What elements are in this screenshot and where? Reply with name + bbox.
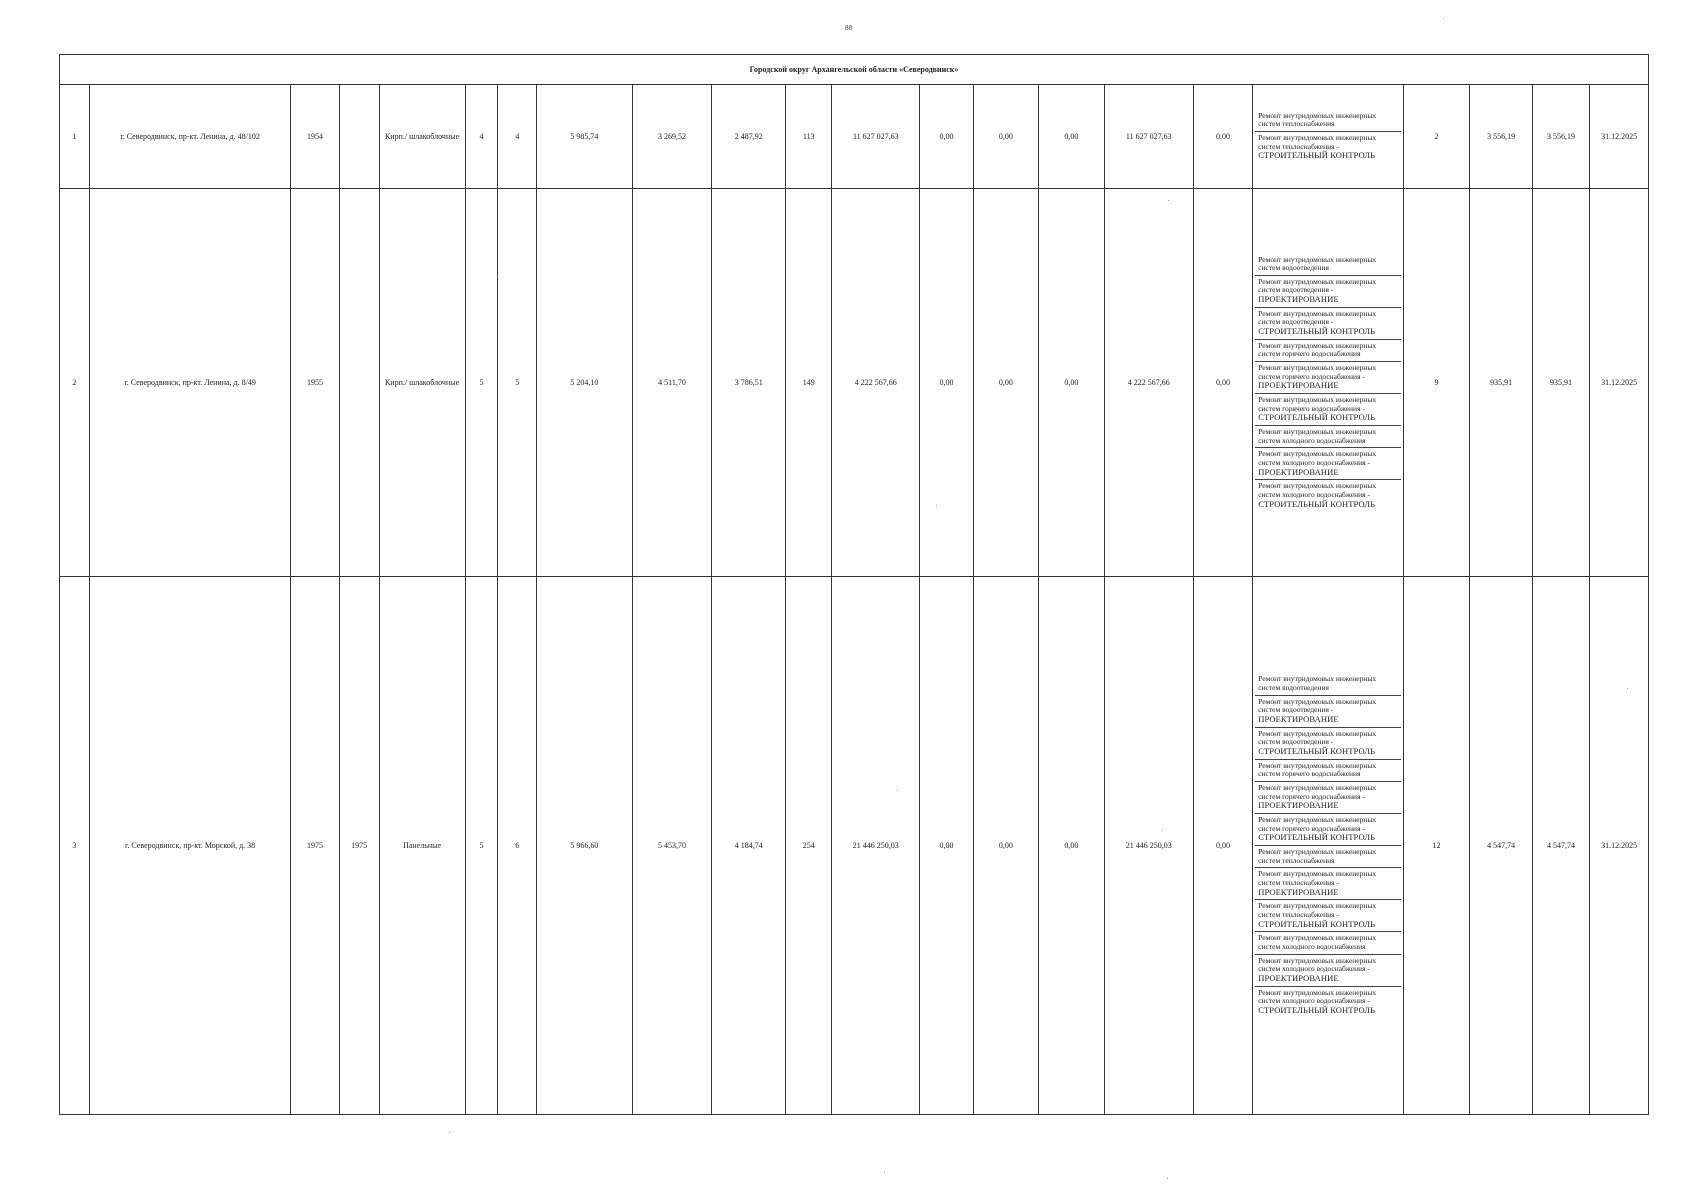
repair-schedule-table [59,54,1649,1115]
fund-regional-cell: 0,00 [973,577,1039,1115]
living-area-cell: 5 453,70 [632,577,712,1115]
work-stage: СТРОИТЕЛЬНЫЙ КОНТРОЛЬ [1258,832,1376,843]
address-cell: г. Северодвинск, пр-кт. Морской, д. 38 [89,577,291,1115]
work-item [1255,673,1401,695]
works-count-cell: 12 [1403,577,1470,1115]
work-stage: СТРОИТЕЛЬНЫЙ КОНТРОЛЬ [1258,326,1376,337]
total-cost-cell: 4 222 567,66 [832,189,920,577]
year-rebuilt-cell [339,85,379,189]
floors-cell: 4 [465,85,498,189]
nonliving-area-cell: 2 487,92 [712,85,786,189]
work-text: Ремонт внутридомовых инженерных систем горячего водоснабжения - [1258,814,1377,833]
work-stage: СТРОИТЕЛЬНЫЙ КОНТРОЛЬ [1258,918,1376,929]
work-stage: ПРОЕКТИРОВАНИЕ [1258,380,1339,391]
total-cost-cell: 21 446 250,03 [832,577,920,1115]
entrances-cell: 4 [498,85,537,189]
floors-cell: 5 [465,189,498,577]
work-text: Ремонт внутридомовых инженерных систем горячего водоснабжения - [1258,782,1377,801]
work-text: Ремонт внутридомовых инженерных систем водоотведения - [1258,728,1377,747]
work-text: Ремонт внутридомовых инженерных систем горячего водоснабжения - [1258,395,1377,413]
work-item [1255,132,1401,163]
entrances-cell: 5 [498,189,537,577]
fund-owners-cell: 21 446 250,03 [1104,577,1193,1115]
fund-other-cell: 0,00 [1193,189,1252,577]
work-text: Ремонт внутридомовых инженерных систем водоотведения - [1258,308,1377,327]
table-row [60,85,1649,189]
row-number: 2 [60,189,90,577]
table-row [60,189,1649,577]
works-list [1255,110,1401,163]
work-stage: ПРОЕКТИРОВАНИЕ [1258,466,1339,477]
residents-cell: 113 [786,85,832,189]
work-item [1255,760,1401,782]
nonliving-area-cell: 3 786,51 [712,189,786,577]
work-text: Ремонт внутридомовых инженерных систем водоотведения - [1258,276,1377,295]
work-text: Ремонт внутридомовых инженерных систем теплоснабжения - [1258,869,1377,887]
unit-cost-limit-cell: 935,91 [1532,189,1589,577]
work-text: Ремонт внутридомовых инженерных систем холодного водоснабжения - [1258,955,1377,974]
work-item [1255,846,1401,868]
total-cost-cell: 11 627 027,63 [832,85,920,189]
fund-other-cell: 0,00 [1193,577,1252,1115]
works-count-cell: 9 [1403,189,1470,577]
work-item [1255,987,1401,1018]
year-built-cell: 1954 [291,85,339,189]
unit-cost-limit-cell: 3 556,19 [1532,85,1589,189]
total-area-cell: 5 985,74 [537,85,632,189]
deadline-cell: 31.12.2025 [1590,85,1649,189]
work-item [1255,254,1401,276]
fund-regional-cell: 0,00 [973,189,1039,577]
region-title: Городской округ Архангельской области «Северодвинск» [60,55,1649,85]
work-item [1255,782,1401,814]
total-area-cell: 5 966,60 [537,577,632,1115]
work-item [1255,696,1401,728]
work-stage: СТРОИТЕЛЬНЫЙ КОНТРОЛЬ [1258,745,1376,756]
works-cell [1253,85,1404,189]
work-stage: ПРОЕКТИРОВАНИЕ [1258,886,1339,897]
address-cell: г. Северодвинск, пр-кт. Ленина, д. 48/102 [89,85,291,189]
work-text: Ремонт внутридомовых инженерных систем водоотведения [1258,254,1377,273]
works-count-cell: 2 [1403,85,1470,189]
work-item [1255,308,1401,340]
total-area-cell: 5 204,10 [537,189,632,577]
fund-federal-cell: 0,00 [920,577,973,1115]
living-area-cell: 4 511,70 [632,189,712,577]
page-number: 88 [845,24,852,32]
work-stage: СТРОИТЕЛЬНЫЙ КОНТРОЛЬ [1258,1004,1376,1015]
wall-material-cell: Кирп./ шлакоблочные [379,85,465,189]
unit-cost-cell: 4 547,74 [1470,577,1532,1115]
deadline-cell: 31.12.2025 [1590,577,1649,1115]
work-text: Ремонт внутридомовых инженерных систем теплоснабжения [1258,110,1377,129]
work-text: Ремонт внутридомовых инженерных систем холодного водоснабжения [1258,933,1377,951]
work-text: Ремонт внутридомовых инженерных систем водоотведения [1258,674,1377,693]
work-stage: ПРОЕКТИРОВАНИЕ [1258,800,1339,811]
table-row [60,577,1649,1115]
work-item [1255,900,1401,932]
work-item [1255,955,1401,987]
fund-local-cell: 0,00 [1039,577,1105,1115]
work-item [1255,868,1401,900]
wall-material-cell: Кирп./ шлакоблочные [379,189,465,577]
work-item [1255,340,1401,362]
work-text: Ремонт внутридомовых инженерных систем холодного водоснабжения - [1258,987,1377,1006]
unit-cost-limit-cell: 4 547,74 [1532,577,1589,1115]
work-item [1255,480,1401,511]
entrances-cell: 6 [498,577,537,1115]
fund-regional-cell: 0,00 [973,85,1039,189]
work-item [1255,110,1401,132]
work-stage: ПРОЕКТИРОВАНИЕ [1258,972,1339,983]
unit-cost-cell: 3 556,19 [1470,85,1532,189]
work-stage: СТРОИТЕЛЬНЫЙ КОНТРОЛЬ [1258,412,1376,423]
work-text: Ремонт внутридомовых инженерных систем горячего водоснабжения [1258,340,1377,359]
nonliving-area-cell: 4 184,74 [712,577,786,1115]
work-item [1255,932,1401,954]
fund-other-cell: 0,00 [1193,85,1252,189]
work-text: Ремонт внутридомовых инженерных систем водоотведения - [1258,696,1377,715]
year-built-cell: 1955 [291,189,339,577]
residents-cell: 254 [786,577,832,1115]
address-cell: г. Северодвинск, пр-кт. Ленина, д. 8/49 [89,189,291,577]
fund-local-cell: 0,00 [1039,85,1105,189]
work-text: Ремонт внутридомовых инженерных систем теплоснабжения - [1258,901,1377,919]
work-stage: ПРОЕКТИРОВАНИЕ [1258,294,1339,305]
residents-cell: 149 [786,189,832,577]
work-item [1255,276,1401,308]
floors-cell: 5 [465,577,498,1115]
work-item [1255,394,1401,426]
works-cell [1253,577,1404,1115]
work-text: Ремонт внутридомовых инженерных систем холодного водоснабжения [1258,427,1377,445]
work-text: Ремонт внутридомовых инженерных систем холодного водоснабжения - [1258,449,1377,468]
work-stage: СТРОИТЕЛЬНЫЙ КОНТРОЛЬ [1258,498,1376,509]
wall-material-cell: Панельные [379,577,465,1115]
work-stage: СТРОИТЕЛЬНЫЙ КОНТРОЛЬ [1258,150,1376,161]
work-item [1255,426,1401,448]
works-list [1255,673,1401,1017]
row-number: 1 [60,85,90,189]
year-built-cell: 1975 [291,577,339,1115]
year-rebuilt-cell: 1975 [339,577,379,1115]
works-cell [1253,189,1404,577]
work-item [1255,362,1401,394]
fund-federal-cell: 0,00 [920,85,973,189]
fund-local-cell: 0,00 [1039,189,1105,577]
unit-cost-cell: 935,91 [1470,189,1532,577]
row-number: 3 [60,577,90,1115]
work-text: Ремонт внутридомовых инженерных систем горячего водоснабжения [1258,760,1377,779]
work-item [1255,728,1401,760]
work-text: Ремонт внутридомовых инженерных систем горячего водоснабжения - [1258,363,1377,381]
deadline-cell: 31.12.2025 [1590,189,1649,577]
work-text: Ремонт внутридомовых инженерных систем теплоснабжения - [1258,133,1377,151]
work-item [1255,448,1401,480]
fund-owners-cell: 11 627 027,63 [1104,85,1193,189]
region-title-row [60,55,1649,85]
works-list [1255,254,1401,512]
fund-federal-cell: 0,00 [920,189,973,577]
fund-owners-cell: 4 222 567,66 [1104,189,1193,577]
living-area-cell: 3 269,52 [632,85,712,189]
work-text: Ремонт внутридомовых инженерных систем теплоснабжения [1258,847,1377,865]
work-text: Ремонт внутридомовых инженерных систем холодного водоснабжения - [1258,481,1377,500]
year-rebuilt-cell [339,189,379,577]
work-item [1255,814,1401,846]
work-stage: ПРОЕКТИРОВАНИЕ [1258,713,1339,724]
